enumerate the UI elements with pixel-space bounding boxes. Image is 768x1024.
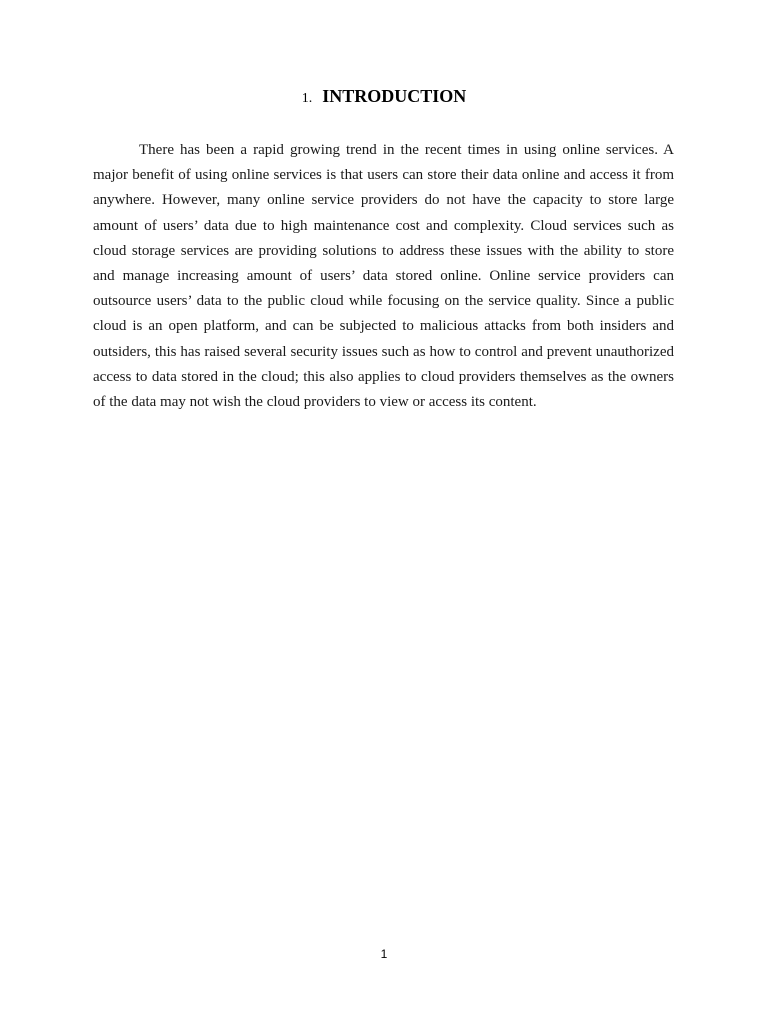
section-title: INTRODUCTION bbox=[322, 86, 467, 106]
introduction-paragraph: There has been a rapid growing trend in the recent times in using online services. A major benefit of using online services is that users can store their data online and access it from anywhere. However, many online service providers do not have the capacity to store large amount of users’ data due to high maintenance cost and complexity. Cloud services such as cloud storage services are providing solutions to address these issues with the ability to store and manage increasing amount of users’ data stored online. Online service providers can outsource users’ data to the public cloud while focusing on the service quality. Since a public cloud is an open platform, and can be subjected to malicious attacks from both insiders and outsiders, this has raised several security issues such as how to control and prevent unauthorized access to data stored in the cloud; this also applies to cloud providers themselves as the owners of the data may not wish the cloud providers to view or access its content. bbox=[93, 142, 674, 411]
section-number: 1. bbox=[301, 91, 313, 106]
page-number: 1 bbox=[380, 947, 388, 961]
section-heading bbox=[0, 86, 768, 107]
